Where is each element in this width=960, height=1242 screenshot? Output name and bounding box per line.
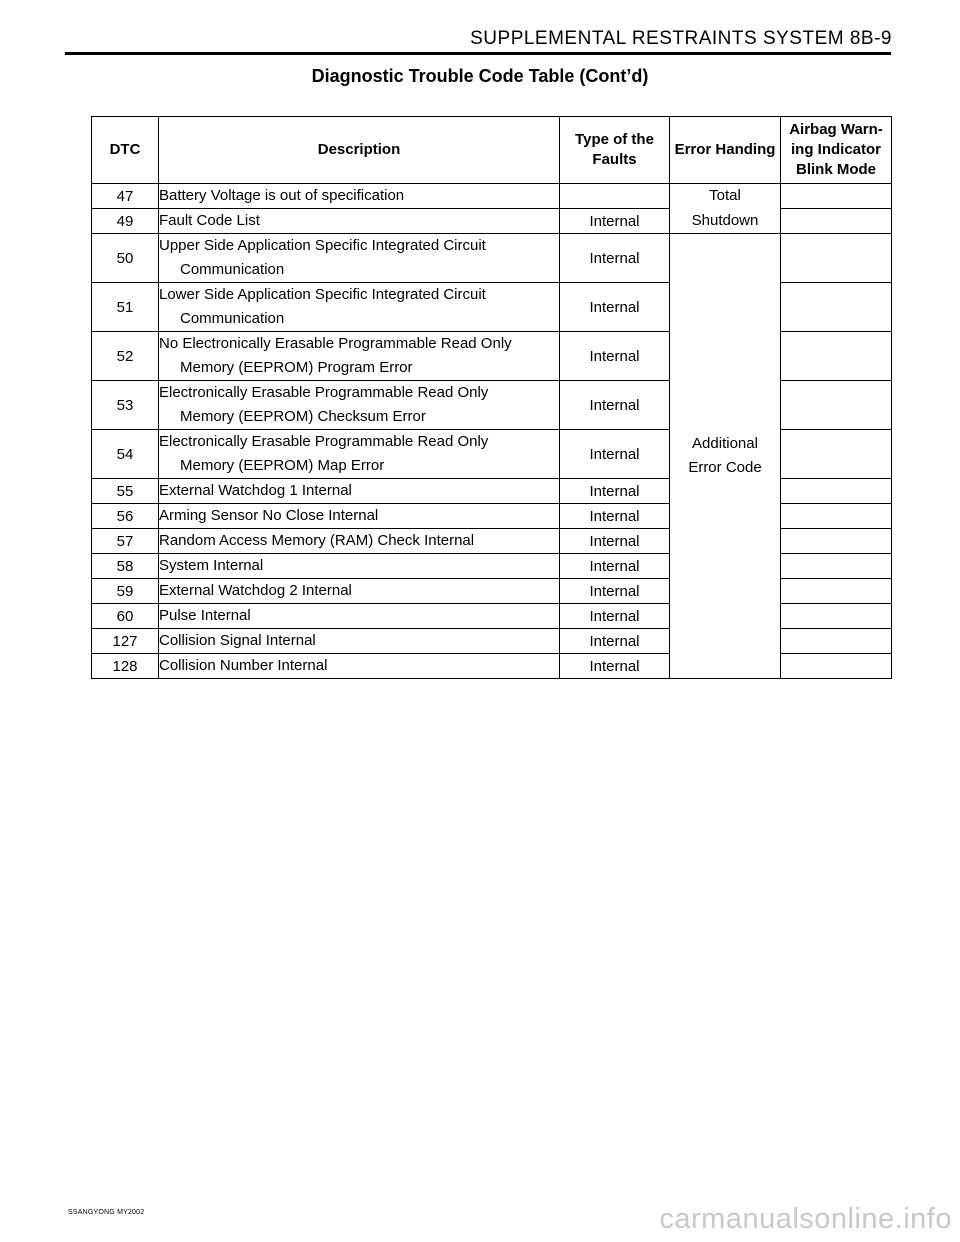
watermark: carmanualsonline.info [659,1203,952,1235]
dtc-cell: 59 [92,579,159,604]
description-cell: Pulse Internal [159,604,560,629]
page-footer: SSANGYONG MY2002 [68,1209,145,1216]
type-cell: Internal [560,579,670,604]
description-line1: No Electronically Erasable Programmable Read Only [159,335,512,352]
description-cell [159,381,560,430]
type-cell: Internal [560,554,670,579]
col-header-type-line2: Faults [592,151,637,168]
description-cell: Battery Voltage is out of specification [159,184,560,209]
type-cell: Internal [560,332,670,381]
dtc-cell: 50 [92,234,159,283]
description-line2: Communication [180,261,285,278]
col-header-type [560,117,670,184]
airbag-cell [781,554,892,579]
type-cell: Internal [560,529,670,554]
dtc-cell: 47 [92,184,159,209]
table-header-row [92,117,892,184]
airbag-cell [781,654,892,679]
description-cell [159,234,560,283]
airbag-cell [781,184,892,209]
col-header-description: Description [159,117,560,184]
airbag-cell [781,604,892,629]
dtc-cell: 127 [92,629,159,654]
description-line2: Memory (EEPROM) Program Error [180,359,413,376]
dtc-cell: 128 [92,654,159,679]
col-header-airbag [781,117,892,184]
table-row [92,234,892,283]
dtc-cell: 56 [92,504,159,529]
type-cell: Internal [560,381,670,430]
airbag-cell [781,381,892,430]
airbag-cell [781,479,892,504]
dtc-cell: 53 [92,381,159,430]
dtc-cell: 49 [92,209,159,234]
dtc-cell: 55 [92,479,159,504]
error-total-line2: Shutdown [691,211,759,229]
airbag-cell [781,529,892,554]
description-cell: System Internal [159,554,560,579]
type-cell: Internal [560,283,670,332]
type-cell: Internal [560,430,670,479]
description-line1: Lower Side Application Specific Integrated Circuit [159,286,486,303]
col-header-airbag-line3: Blink Mode [795,161,876,178]
dtc-cell: 60 [92,604,159,629]
description-line1: Upper Side Application Specific Integrated Circuit [159,237,486,254]
type-cell: Internal [560,604,670,629]
error-handling-total-cell [670,184,781,234]
description-line1: Electronically Erasable Programmable Read Only [159,433,489,450]
description-cell [159,283,560,332]
type-cell: Internal [560,654,670,679]
error-additional-line2: Error Code [688,459,762,476]
table-row [92,184,892,209]
error-additional-line1: Additional [692,434,758,452]
description-cell: Arming Sensor No Close Internal [159,504,560,529]
col-header-airbag-line2: ing Indicator [791,141,881,158]
type-cell: Internal [560,479,670,504]
dtc-cell: 52 [92,332,159,381]
type-cell: Internal [560,209,670,234]
dtc-cell: 54 [92,430,159,479]
page-header-title: SUPPLEMENTAL RESTRAINTS SYSTEM 8B-9 [470,28,892,49]
error-total-line1: Total [709,187,741,204]
description-cell [159,332,560,381]
type-cell: Internal [560,629,670,654]
airbag-cell [781,209,892,234]
header-rule [65,52,891,55]
description-line2: Communication [180,310,285,327]
description-cell: External Watchdog 2 Internal [159,579,560,604]
dtc-cell: 51 [92,283,159,332]
description-cell: External Watchdog 1 Internal [159,479,560,504]
type-cell [560,184,670,209]
airbag-cell [781,504,892,529]
type-cell: Internal [560,234,670,283]
airbag-cell [781,629,892,654]
col-header-error: Error Handing [670,117,781,184]
col-header-airbag-line1: Airbag Warn- [789,121,883,138]
description-line2: Memory (EEPROM) Map Error [180,457,385,474]
description-cell: Random Access Memory (RAM) Check Internal [159,529,560,554]
description-cell: Collision Signal Internal [159,629,560,654]
col-header-type-line1: Type of the [575,131,654,148]
airbag-cell [781,234,892,283]
dtc-cell: 57 [92,529,159,554]
description-cell: Fault Code List [159,209,560,234]
airbag-cell [781,430,892,479]
description-line2: Memory (EEPROM) Checksum Error [180,408,426,425]
dtc-table [91,116,892,679]
error-handling-additional-cell [670,234,781,679]
airbag-cell [781,283,892,332]
dtc-cell: 58 [92,554,159,579]
description-cell: Collision Number Internal [159,654,560,679]
table-title: Diagnostic Trouble Code Table (Cont’d) [311,66,649,86]
airbag-cell [781,579,892,604]
description-line1: Electronically Erasable Programmable Read Only [159,384,489,401]
airbag-cell [781,332,892,381]
description-cell [159,430,560,479]
type-cell: Internal [560,504,670,529]
col-header-dtc: DTC [92,117,159,184]
